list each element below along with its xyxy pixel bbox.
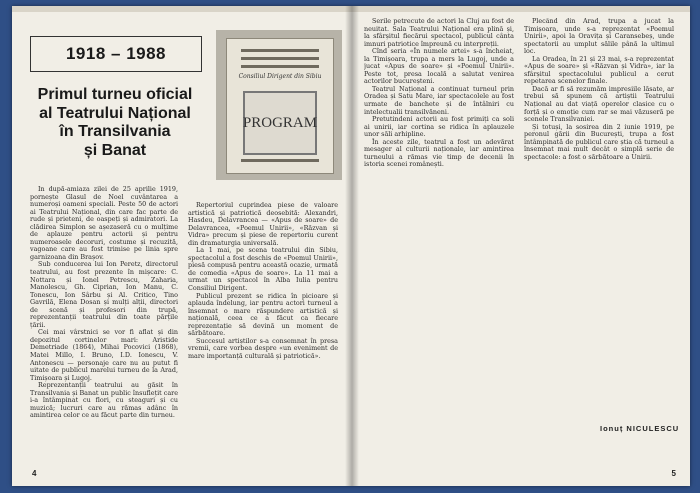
- paragraph: Cînd seria «În numele artei» s-a încheiat, la Timișoara, trupa a mers la Lugoj, unde a jucat «Apus de soare» și «Poemul Unirii». Peste tot, presa locală a salutat venirea actorilor bucureșteni.: [364, 47, 514, 86]
- right-column-1: [364, 18, 514, 438]
- title-line: în Transilvania: [59, 123, 171, 140]
- paragraph: Reprezentanții teatrului au găsit în Transilvania și Banat un public însuflețit care i-a întâmpinat cu flori, cu steaguri și cu muzică; lucruri care au rămas adânc în amintirea celor ce au făcut parte din turneu.: [30, 381, 178, 420]
- paragraph: La 1 mai, pe scena teatrului din Sibiu, spectacolul a fost deschis de «Poemul Unirii», piesă compusă pentru această ocazie, urmată de comedia «Apus de soare». La 11 mai a urmat un spectacol în Alba Iulia pentru Consiliul Dirigent.: [188, 246, 338, 293]
- paragraph: Succesul artiștilor s-a consemnat în presa vremii, care vorbea despre «un eveniment de mare importanță culturală și patriotică».: [188, 336, 338, 360]
- paragraph: Dacă ar fi să rezumăm impresiile lăsate, ar trebui să spunem că artiștii Teatrului Național au dat viață operelor clasice cu o forță și o emoție cum rar se mai văzuseră pe scenele Transilvaniei.: [524, 84, 674, 124]
- paragraph: Publicul prezent se ridica în picioare și aplauda îndelung, iar pentru actori turneul a însemnat o mare răspundere artistică și națională, ceea ce a făcut ca fiecare reprezentație să devină un moment de sărbătoare.: [188, 291, 338, 338]
- right-page: [352, 6, 690, 486]
- paragraph: La Oradea, în 21 și 23 mai, s-a reprezentat «Apus de soare» și «Răzvan și Vidra», iar la sfârșitul spectacolului publicul a cerut repetarea scenelor finale.: [524, 54, 674, 86]
- program-booklet: [226, 38, 334, 174]
- paragraph: Pretutindeni actorii au fost primiți ca soli ai unirii, iar cortina se ridica în aplauzele unor săli arhipline.: [364, 115, 514, 139]
- years-box: [30, 36, 202, 72]
- program-footer-line: [241, 159, 319, 162]
- years-heading: 1918 – 1988: [65, 44, 167, 63]
- program-header-line: [241, 49, 319, 52]
- program-label: PROGRAM: [242, 114, 318, 131]
- page-number-left: 4: [32, 469, 37, 478]
- paragraph: Repertoriul cuprindea piese de valoare artistică și patriotică deosebită: Alexandri, Hasdeu, Delavrancea — «Apus de soare» de Delavrancea, «Poemul Unirii», «Răzvan și Vidra» precum și piese de repertoriu curent din dramaturgia universală.: [188, 202, 338, 247]
- paragraph: Plecând din Arad, trupa a jucat la Timișoara, unde s-a reprezentat «Poemul Unirii», apoi la Oravița și Caransebeș, unde spectatorii au umplut sălile până la ultimul loc.: [524, 18, 674, 56]
- right-column-2: [524, 18, 674, 414]
- paragraph: În aceste zile, teatrul a fost un adevărat mesager al culturii naționale, iar amintirea turneului a rămas vie timp de decenii în istoria scenei românești.: [364, 137, 514, 169]
- paragraph: Cei mai vârstnici se vor fi aflat și din depozitul cortinelor mari: Aristide Demetriade (1864), Mihai Pocovici (1868), Matei Millo, I. Bruno, I.D. Ionescu, V. Antonescu — personaje care nu au putut fi uitate de publicul marelui turneu de la Arad, Timișoara și Lugoj.: [30, 328, 178, 382]
- left-column-1: [30, 186, 178, 456]
- title-line: Primul turneu oficial: [37, 86, 193, 103]
- paragraph: În după-amiaza zilei de 25 aprilie 1919, pornește Glasul de Noel cuvântarea a numeroși oameni speciali. Peste 50 de actori ai Teatrului Național, din care fac parte de rude și prieteni, de oaspeți și admiratori. La clădirea Simplon se așezaseră cu o mulțime de aplauze pentru actorii și pentru numeroasele decoruri, costume și recuzită, vagoane care au fost trimise pe linia spre garnizoana din Brașov.: [30, 186, 178, 261]
- magazine-spread: [12, 6, 690, 486]
- page-number-right: 5: [671, 469, 676, 478]
- author-signature: Ionuț NICULESCU: [600, 424, 680, 433]
- article-title: [30, 86, 200, 160]
- program-label-box: [243, 91, 317, 155]
- title-line: și Banat: [83, 141, 147, 159]
- program-header-line: [241, 57, 319, 60]
- left-column-2: [188, 202, 338, 456]
- paragraph: Serile petrecute de actori la Cluj au fost de neuitat. Sala Teatrului Național era plină și, la sfârșitul fiecărui spectacol, publicul cânta imnuri patriotice împreună cu interpreții.: [364, 18, 514, 48]
- paragraph: Sub conducerea lui Ion Peretz, directorul teatrului, au fost prezente în mișcare: C. Nottara și Ionel Petrescu, Zaharia, Manolescu, Gh. Ciprian, Ion Manu, C. Tonescu, Ion Sârbu și Al. Critico, Tino Gavrilă, Elena Dosan și mulți alții, directori de scenă și profesori din trupă, reprezentanții teatrului din toate părțile țării.: [30, 260, 178, 329]
- left-page: [12, 6, 350, 486]
- program-council-text: Consiliul Dirigent din Sibiu: [238, 73, 322, 80]
- paragraph: Și totuși, la sosirea din 2 iunie 1919, pe peronul gării din București, trupa a fost întâmpinată de publicul care știa că turneul a însemnat mai mult decât o simplă serie de spectacole: a fost o sărbătoare a Unirii.: [524, 122, 674, 161]
- paragraph: Teatrul Național a continuat turneul prin Oradea și Satu Mare, iar spectacolele au fost urmate de banchete și de întâlniri cu intelectualii transilvăneni.: [364, 84, 514, 116]
- title-line: al Teatrului Național: [39, 104, 191, 122]
- program-header-line: [241, 65, 319, 68]
- program-photo: [216, 30, 342, 180]
